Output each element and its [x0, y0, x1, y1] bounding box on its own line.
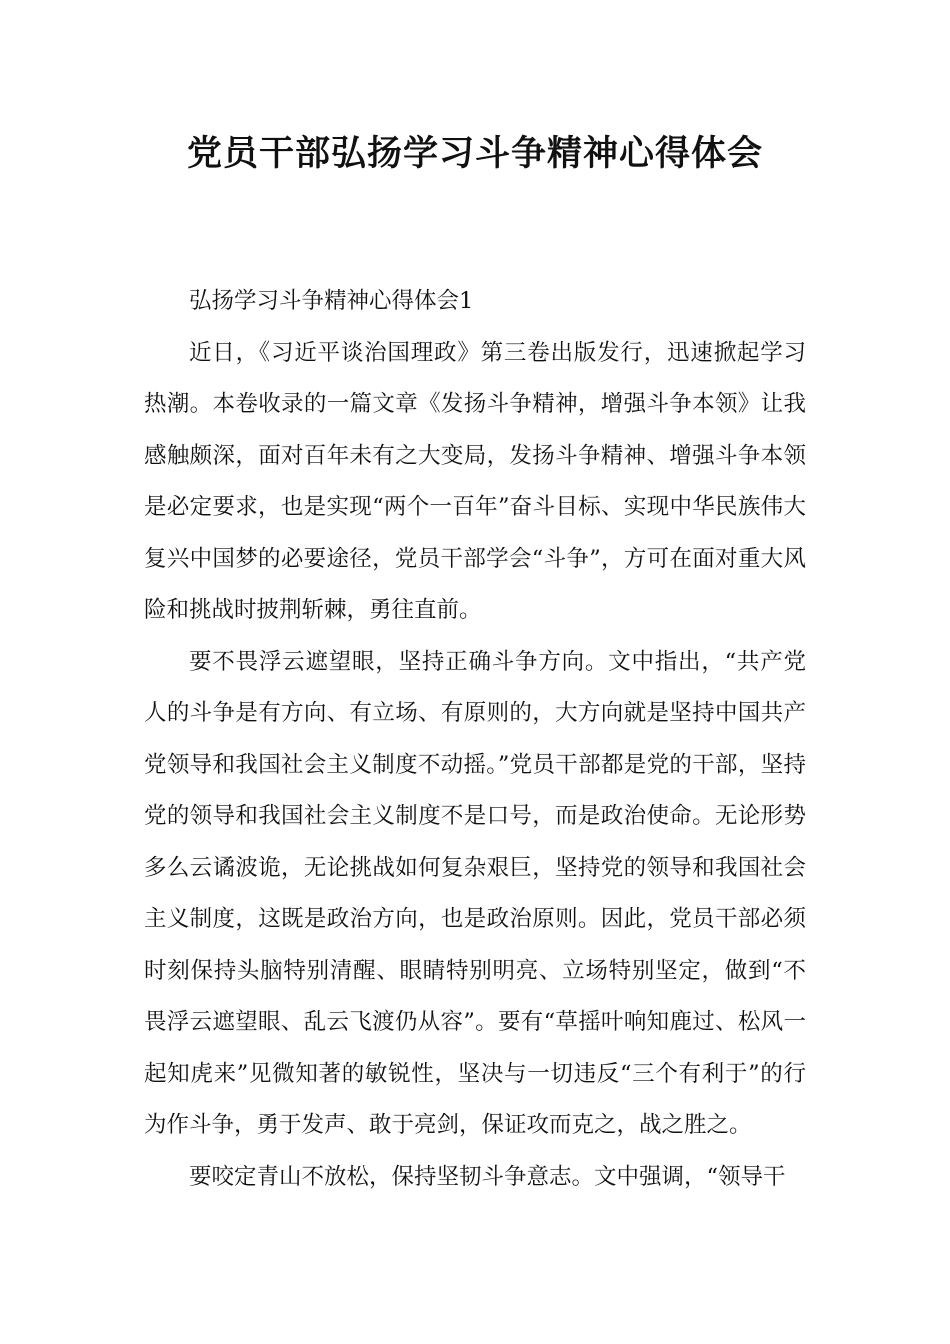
body-paragraph: 要咬定青山不放松，保持坚韧斗争意志。文中强调，“领导干 [189, 1163, 786, 1190]
body-paragraph: 近日，《习近平谈治国理政》第三卷出版发行，迅速掀起学习热潮。本卷收录的一篇文章《发扬斗争精神，增强斗争本领》让我感触颇深，面对百年未有之大变局，发扬斗争精神、增强斗争本领是必定要求，也是实现“两个一百年”奋斗目标、实现中华民族伟大复兴中国梦的必要途径，党员干部学会“斗争”，方可在面对重大风险和挑战时披荆斩棘，勇往直前。 [144, 339, 806, 623]
document-body [144, 276, 806, 1203]
body-paragraph: 要不畏浮云遮望眼，坚持正确斗争方向。文中指出，“共产党人的斗争是有方向、有立场、有原则的，大方向就是坚持中国共产党领导和我国社会主义制度不动摇。”党员干部都是党的干部，坚持党的领导和我国社会主义制度不是口号，而是政治使命。无论形势多么云谲波诡，无论挑战如何复杂艰巨，坚持党的领导和我国社会主义制度，这既是政治方向，也是政治原则。因此，党员干部必须时刻保持头脑特别清醒、眼睛特别明亮、立场特别坚定，做到“不畏浮云遮望眼、乱云飞渡仍从容”。要有“草摇叶响知鹿过、松风一起知虎来”见微知著的敏锐性，坚决与一切违反“三个有利于”的行为作斗争，勇于发声、敢于亮剑，保证攻而克之，战之胜之。 [144, 648, 806, 1138]
section-subheading: 弘扬学习斗争精神心得体会1 [189, 288, 474, 314]
document-title: 党员干部弘扬学习斗争精神心得体会 [186, 134, 763, 174]
